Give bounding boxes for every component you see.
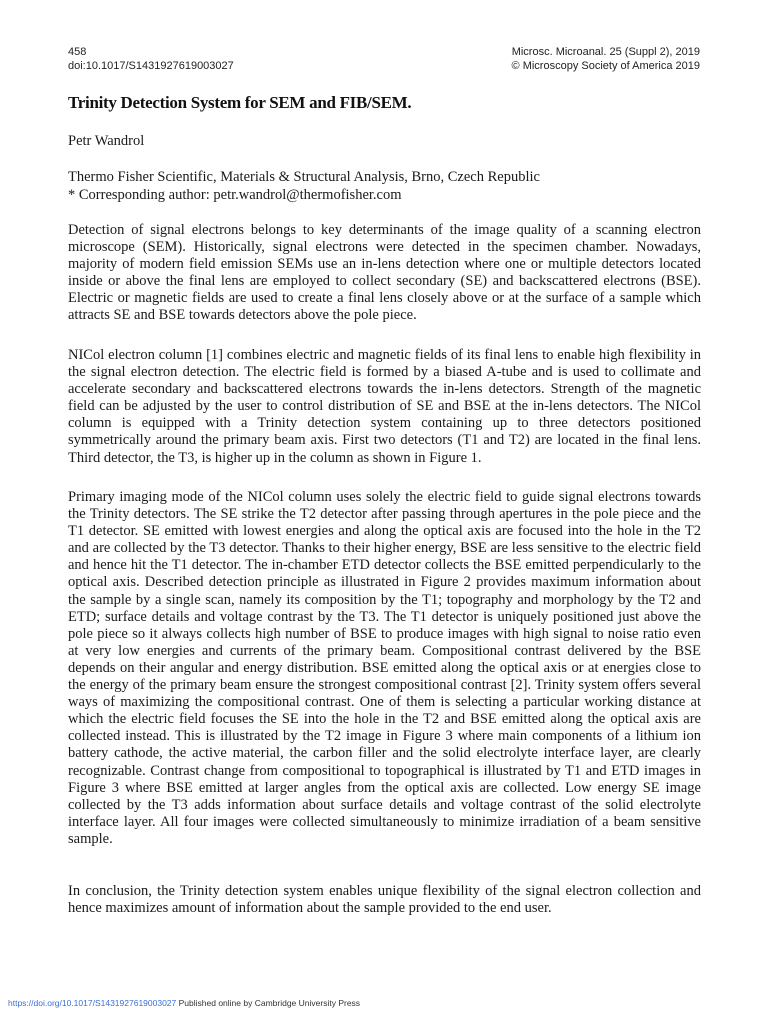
page-number: 458 [68, 46, 87, 58]
affiliation: Thermo Fisher Scientific, Materials & Structural Analysis, Brno, Czech Republic [68, 169, 540, 185]
paragraph-4: In conclusion, the Trinity detection system enables unique flexibility of the signal electron collection and hence maximizes amount of information about the sample provided to the end user. [68, 883, 701, 917]
footer-published-text: Published online by Cambridge University Press [176, 998, 361, 1008]
paragraph-1: Detection of signal electrons belongs to key determinants of the image quality of a scanning electron microscope (SEM). Historically, signal electrons were detected in the specimen chamber. Nowadays, majority of modern field emission SEMs use an in-lens detection where one or multiple detectors located inside or above the final lens are employed to collect secondary (SE) and backscattered electrons (BSE). Electric or magnetic fields are used to create a final lens closely above or at the surface of a sample which attracts SE and BSE towards detectors above the pole piece. [68, 222, 701, 324]
copyright-notice: © Microscopy Society of America 2019 [511, 60, 700, 72]
header-left [68, 45, 234, 73]
paragraph-3: Primary imaging mode of the NICol column uses solely the electric field to guide signal electrons towards the Trinity detectors. The SE strike the T2 detector after passing through apertures in the pole piece and the T1 detector. SE emitted with lowest energies and along the optical axis are focused into the hole in the T2 and are collected by the T3 detector. Thanks to their higher energy, BSE are less sensitive to the electric field and hence hit the T1 detector. The in-chamber ETD detector collects the BSE emitted perpendicularly to the optical axis. Described detection principle as illustrated in Figure 2 provides maximum information about the sample by a single scan, namely its composition by the T1; topography and morphology by the T2 and ETD; surface details and voltage contrast by the T3. The T1 detector is uniquely positioned just above the pole piece so it always collects high number of BSE to produce images with high signal to noise ratio even at very low energies and currents of the primary beam. Compositional contrast delivered by the BSE depends on their angular and energy distribution. BSE emitted along the optical axis or at energies close to the energy of the primary beam ensure the strongest compositional contrast [2]. Trinity system offers several ways of maximizing the compositional contrast. One of them is selecting a particular working distance at which the electric field focuses the SE into the hole in the T2 and BSE emitted along the optical axis are collected instead. This is illustrated by the T2 image in Figure 3 where main components of a lithium ion battery cathode, the active material, the carbon filler and the solid electrolyte interface layer, are clearly recognizable. Contrast change from compositional to topographical is illustrated by T1 and ETD images in Figure 3 where BSE emitted at larger angles from the optical axis are collected. Low energy SE image collected by the T3 adds information about surface details and voltage contrast of the solid electrolyte interface layer. All four images were collected simultaneously to minimize irradiation of a beam sensitive sample. [68, 489, 701, 847]
journal-citation: Microsc. Microanal. 25 (Suppl 2), 2019 [511, 46, 700, 58]
footer-doi-link[interactable]: https://doi.org/10.1017/S1431927619003027 [8, 998, 177, 1008]
article-title: Trinity Detection System for SEM and FIB/SEM. [68, 93, 412, 112]
affiliation-block [68, 168, 540, 204]
header-right [512, 45, 700, 73]
header-doi: doi:10.1017/S1431927619003027 [68, 60, 234, 72]
author-name: Petr Wandrol [68, 133, 145, 149]
corresponding-author: * Corresponding author: petr.wandrol@thermofisher.com [68, 187, 402, 203]
paragraph-2: NICol electron column [1] combines electric and magnetic fields of its final lens to enable high flexibility in the signal electron detection. The electric field is formed by a biased A-tube and is used to collimate and accelerate secondary and backscattered electrons towards the in-lens detectors. Strength of the magnetic field can be adjusted by the user to control distribution of SE and BSE at the in-lens detectors. The NICol column is equipped with a Trinity detection system containing up to three detectors positioned symmetrically around the primary beam axis. First two detectors (T1 and T2) are located in the final lens. Third detector, the T3, is higher up in the column as shown in Figure 1. [68, 347, 701, 466]
page-footer [8, 998, 360, 1008]
